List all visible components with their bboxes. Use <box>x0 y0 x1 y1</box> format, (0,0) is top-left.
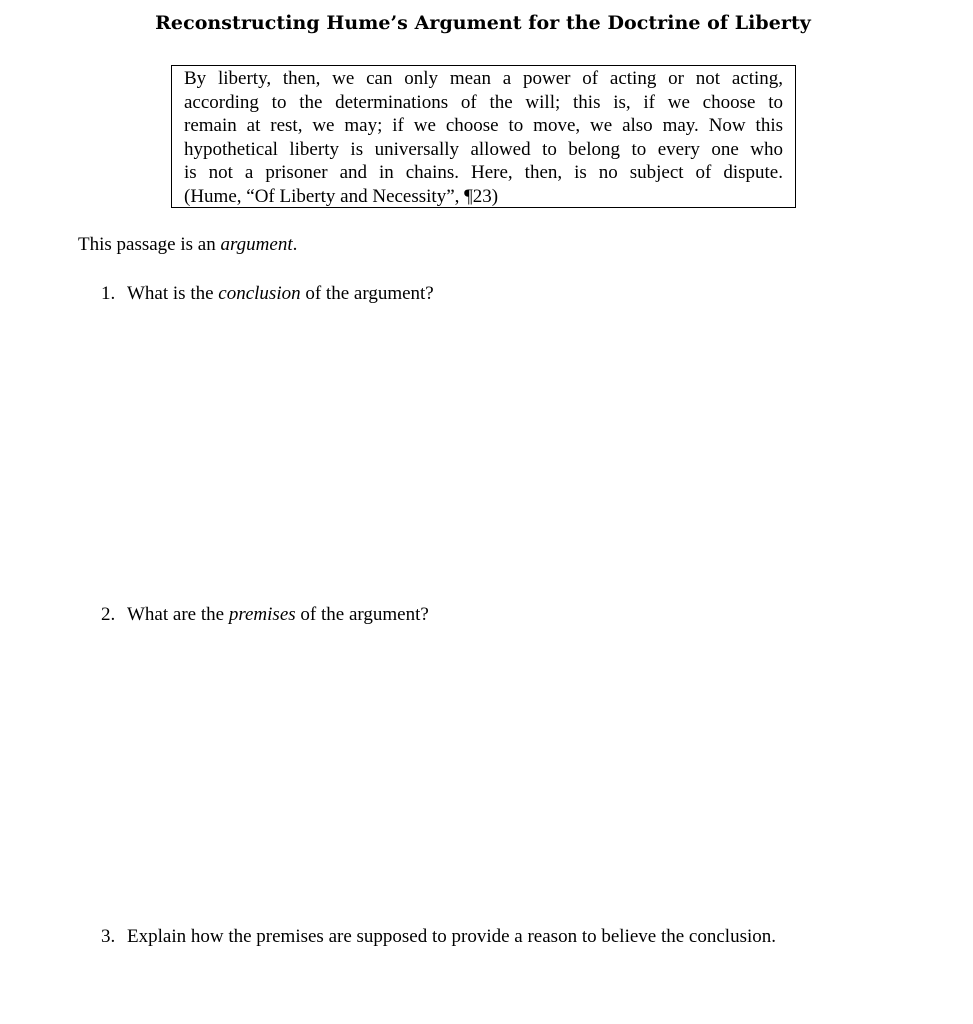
passage-statement-prefix: This passage is an <box>78 234 221 255</box>
question-text-prefix: What is the <box>127 283 219 304</box>
quote-line: is not a prisoner and in chains. Here, then, is no subject of dispute. <box>184 162 783 184</box>
page-title: Reconstructing Hume’s Argument for the Doctrine of Liberty <box>155 12 811 34</box>
quote-box <box>171 65 796 208</box>
question-number: 2. <box>101 604 116 625</box>
question-number: 1. <box>101 283 116 304</box>
question-number: 3. <box>101 926 116 947</box>
question-text-suffix: of the argument? <box>295 604 429 625</box>
question-3 <box>101 926 776 948</box>
question-2 <box>101 604 429 626</box>
quote-line: By liberty, then, we can only mean a power of acting or not acting, <box>184 68 783 89</box>
question-text-emphasis: conclusion <box>218 283 301 304</box>
question-1 <box>101 283 434 305</box>
quote-line: according to the determinations of the will; this is, if we choose to <box>184 91 783 113</box>
question-text-suffix: of the argument? <box>300 283 434 304</box>
passage-statement <box>78 234 297 256</box>
quote-citation: (Hume, “Of Liberty and Necessity”, ¶23) <box>184 185 499 207</box>
quote-line: hypothetical liberty is universally allowed to belong to every one who <box>184 138 783 160</box>
passage-statement-emphasis: argument <box>220 234 293 255</box>
question-text-emphasis: premises <box>228 604 296 625</box>
passage-statement-suffix: . <box>292 234 298 255</box>
quote-line: remain at rest, we may; if we choose to move, we also may. Now this <box>184 115 783 137</box>
question-text: Explain how the premises are supposed to provide a reason to believe the conclusion. <box>127 926 776 947</box>
question-text-prefix: What are the <box>127 604 229 625</box>
